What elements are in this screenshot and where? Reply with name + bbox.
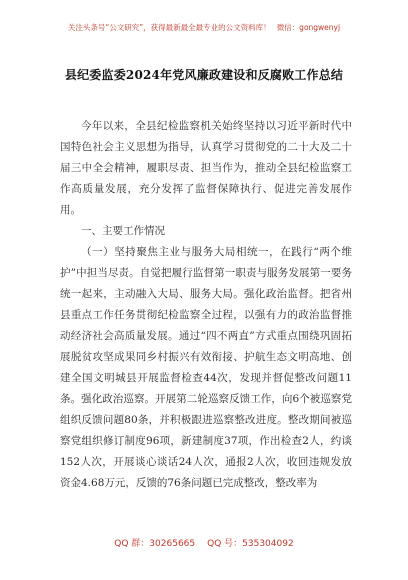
document-title: 县纪委监委2024年党风廉政建设和反腐败工作总结 [64,68,344,82]
footer-qq-group: QQ 群：30265665 [114,539,196,549]
header-note [0,22,408,33]
header-note-text: 关注头条号“公文研究”，获得最新最全最专业的公文资料库！ [67,23,271,32]
footer-qq-number: QQ 号：535304092 [207,539,294,549]
section-heading: 一、主要工作情况 [81,225,165,237]
header-wechat: 微信：gongwenyj [276,23,341,32]
document-body [60,116,352,494]
footer-contact [0,536,408,549]
subsection-paragraph: （一）坚持聚焦主业与服务大局相统一，在践行“两个维护”中担当尽责。自觉把履行监督第一职责与服务发展第一要务统一起来，主动融入大局、服务大局。强化政治监督。把省州县重点工作任务贯彻纪检监察全过程，以强有力的政治监督推动经济社会高质量发展。通过“四不两直”方式重点围绕巩固拓展脱贫攻坚成果同乡村振兴有效衔接、护航生态文明高地、创建全国文明城县开展监督检查44次，发现并督促整改问题11条。强化政治巡察。开展第二轮巡察反馈工作，向6个被巡察党组织反馈问题80条，并积极跟进巡察整改进度。整改期间被巡察党组织修订制度96项，新建制度37项，作出检查2人，约谈152人次，开展谈心谈话24人次，通报2人次，收回违规发放资金4.68万元，反馈的76条问题已完成整改，整改率为 [60,246,352,489]
intro-paragraph: 今年以来，全县纪检监察机关始终坚持以习近平新时代中国特色社会主义思想为指导，认真学习贯彻党的二十大及二十届三中全会精神，履职尽责、担当作为，推动全县纪检监察工作高质量发展，充分发挥了监督保障执行、促进完善发展作用。 [60,120,352,216]
